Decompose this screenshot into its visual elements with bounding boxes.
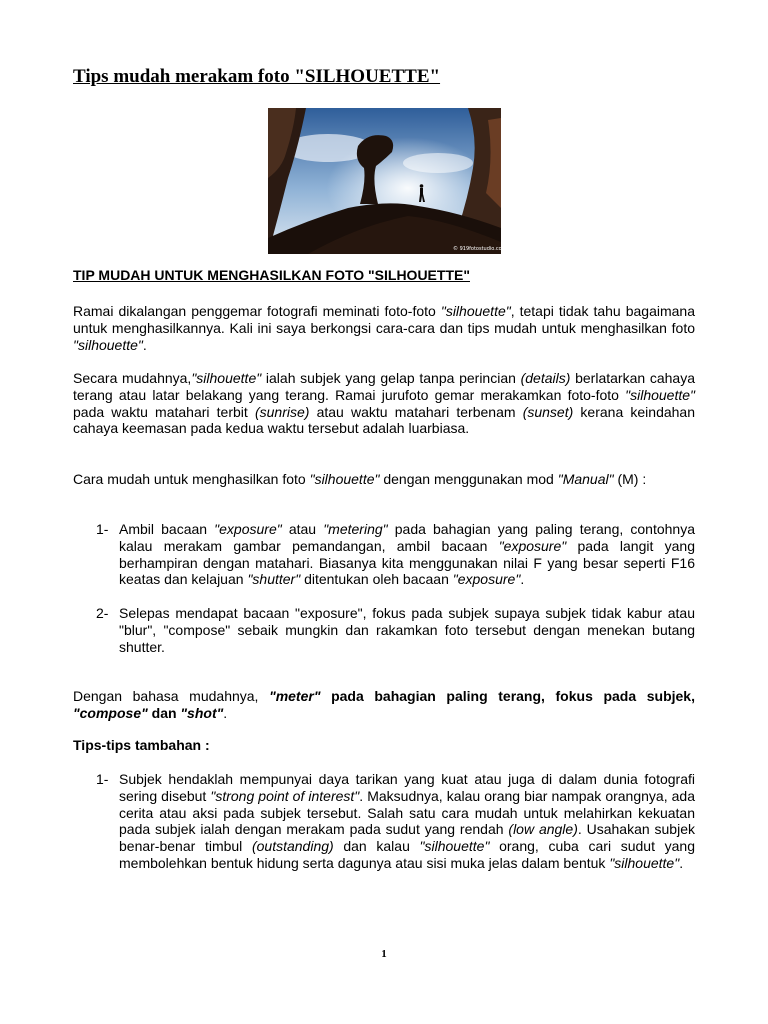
list-text: Subjek hendaklah mempunyai daya tarikan yang kuat atau juga di dalam dunia fotografi sering disebut "strong point of interest". Maksudnya, kalau orang biar nampak orangnya, ada cerita atau aksi pada subjek tersebut. Salah satu cara mudah untuk melahirkan kekuatan pada subjek ialah dengan merakam pada sudut yang rendah (low angle). Usahakan subjek benar-benar timbul (outstanding) dan kalau "silhouette" orang, cuba cari sudut yang membolehkan bentuk hidung serta dagunya atau sisi muka jelas dalam bentuk "silhouette". [119,771,696,871]
silhouette-photo [268,108,507,254]
list-number: 1- [96,521,109,537]
list-item [96,521,695,588]
list-number: 2- [96,605,109,621]
tips-heading: Tips-tips tambahan : [73,737,210,753]
method-paragraph: Cara mudah untuk menghasilkan foto "silhouette" dengan menggunakan mod "Manual" (M) : [73,471,647,487]
definition-paragraph: Secara mudahnya,"silhouette" ialah subjek yang gelap tanpa perincian (details) berlatarkan cahaya terang atau latar belakang yang terang. Ramai jurufoto gemar merakamkan foto-foto "silhouette" pada waktu matahari terbit (sunrise) atau waktu matahari terbenam (sunset) kerana keindahan cahaya keemasan pada kedua waktu tersebut adalah luarbiasa. [73,370,696,437]
list-text: Ambil bacaan "exposure" atau "metering" pada bahagian yang paling terang, contohnya kalau merakam gambar pemandangan, ambil bacaan "exposure" pada langit yang berhampiran dengan matahari. Biasanya kita menggunakan nilai F yang besar seperti F16 keatas dan kelajuan "shutter" ditentukan oleh bacaan "exposure". [119,521,696,588]
summary-paragraph: Dengan bahasa mudahnya, "meter" pada bahagian paling terang, fokus pada subjek, "compose" dan "shot". [73,688,695,721]
document-title: Tips mudah merakam foto "SILHOUETTE" [73,66,441,87]
list-item [96,771,695,872]
intro-paragraph: Ramai dikalangan penggemar fotografi meminati foto-foto "silhouette", tetapi tidak tahu bagaimana untuk menghasilkannya. Kali ini saya berkongsi cara-cara dan tips mudah untuk menghasilkan foto "silhouette". [73,303,696,353]
list-item [96,605,695,655]
page-number: 1 [381,948,387,960]
photo-watermark: © 919fotostudio.com [453,246,507,252]
list-number: 1- [96,771,109,787]
section-heading: TIP MUDAH UNTUK MENGHASILKAN FOTO "SILHOUETTE" [73,267,470,283]
list-text: Selepas mendapat bacaan "exposure", fokus pada subjek supaya subjek tidak kabur atau "blur", "compose" sebaik mungkin dan rakamkan foto tersebut dengan menekan butang shutter. [119,605,695,655]
